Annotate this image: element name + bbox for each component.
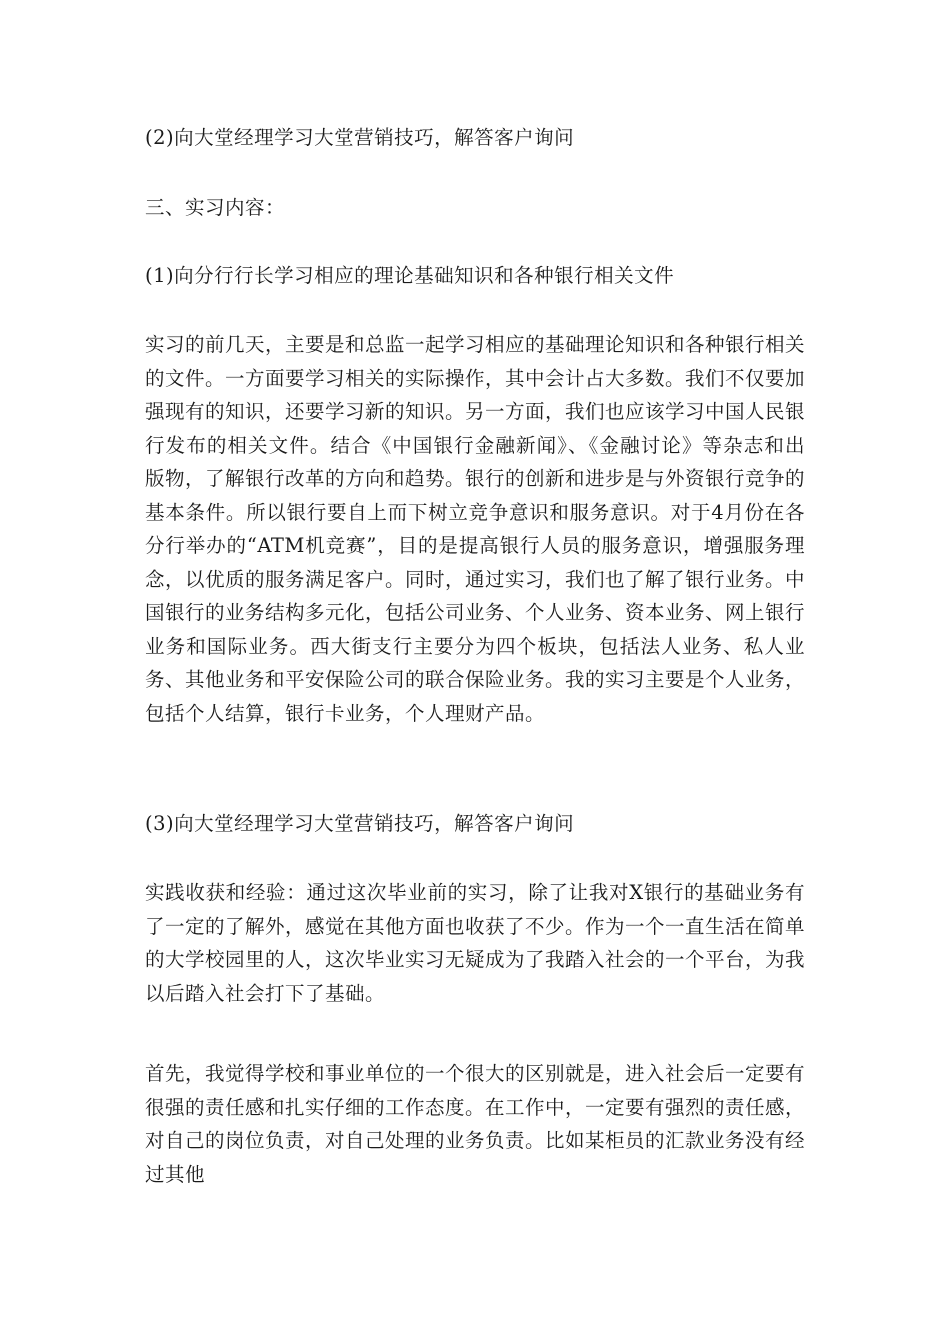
paragraph-first-days: 实习的前几天，主要是和总监一起学习相应的基础理论知识和各种银行相关的文件。一方面要学习相关的实际操作，其中会计占大多数。我们不仅要加强现有的知识，还要学习新的知识。另一方面，我们也应该学习中国人民银行发布的相关文件。结合《中国银行金融新闻》、《金融讨论》等杂志和出版物，了解银行改革的方向和趋势。银行的创新和进步是与外资银行竞争的基本条件。所以银行要自上而下树立竞争意识和服务意识。对于4月份在各分行举办的“ATM机竞赛”，目的是提高银行人员的服务意识，增强服务理念，以优质的服务满足客户。同时，通过实习，我们也了解了银行业务。中国银行的业务结构多元化，包括公司业务、个人业务、资本业务、网上银行业务和国际业务。西大街支行主要分为四个板块，包括法人业务、私人业务、其他业务和平安保险公司的联合保险业务。我的实习主要是个人业务，包括个人结算，银行卡业务，个人理财产品。 bbox=[145, 333, 806, 725]
paragraph-lobby-manager-3: (3)向大堂经理学习大堂营销技巧，解答客户询问 bbox=[145, 812, 575, 835]
section-heading-internship-content: 三、实习内容： bbox=[145, 196, 286, 219]
paragraph-lobby-manager-2: (2)向大堂经理学习大堂营销技巧，解答客户询问 bbox=[145, 126, 575, 149]
paragraph-branch-president-1: (1)向分行行长学习相应的理论基础知识和各种银行相关文件 bbox=[145, 264, 675, 287]
paragraph-practice-gains: 实践收获和经验：通过这次毕业前的实习，除了让我对X银行的基础业务有了一定的了解外，感觉在其他方面也收获了不少。作为一个一直生活在简单的大学校园里的人，这次毕业实习无疑成为了我踏入社会的一个平台，为我以后踏入社会打下了基础。 bbox=[145, 881, 806, 1005]
paragraph-responsibility: 首先，我觉得学校和事业单位的一个很大的区别就是，进入社会后一定要有很强的责任感和扎实仔细的工作态度。在工作中，一定要有强烈的责任感，对自己的岗位负责，对自己处理的业务负责。比如某柜员的汇款业务没有经过其他 bbox=[145, 1062, 806, 1186]
